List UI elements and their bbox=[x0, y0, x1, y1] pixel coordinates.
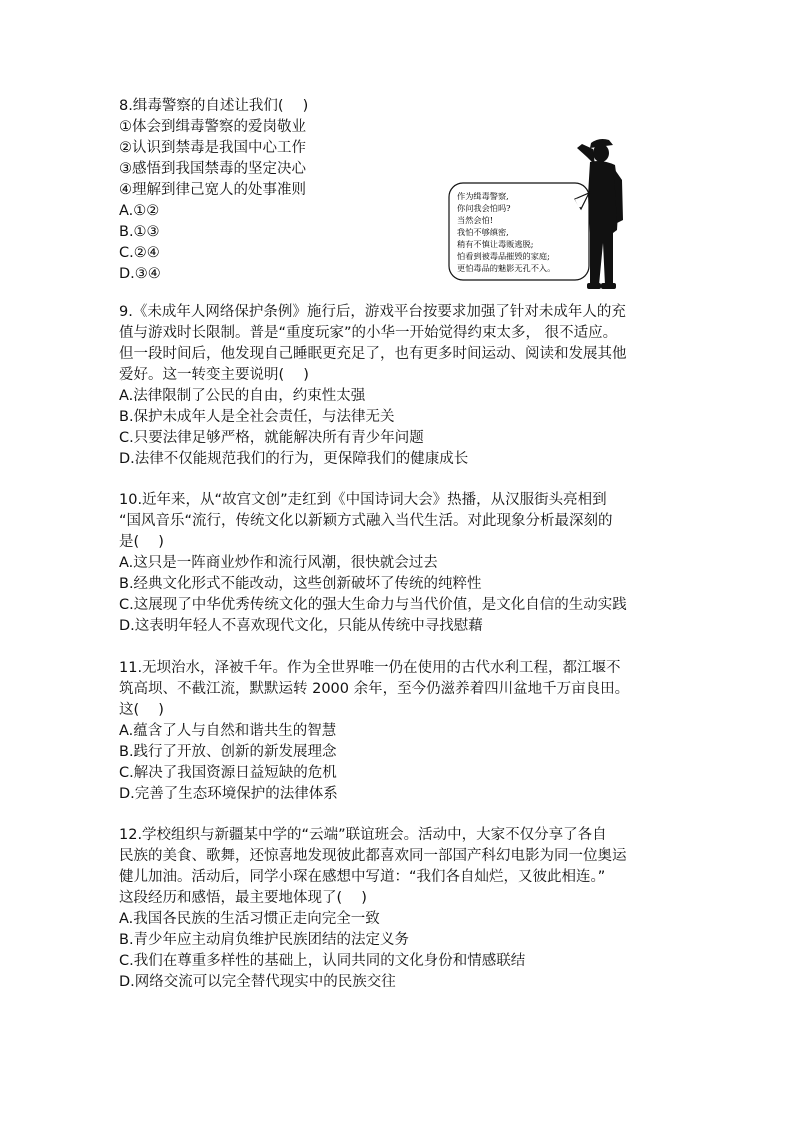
question-stem-line: 12.学校组织与新疆某中学的“云端”联谊班会。活动中，大家不仅分享了各自 bbox=[119, 827, 607, 843]
bubble-line-7: 更怕毒品的魅影无孔不入。 bbox=[457, 263, 556, 273]
option-d: D.法律不仅能规范我们的行为，更保障我们的健康成长 bbox=[119, 451, 469, 467]
option-b: B.保护未成年人是全社会责任，与法律无关 bbox=[119, 409, 395, 425]
option-c: C.只要法律足够严格，就能解决所有青少年问题 bbox=[119, 430, 424, 446]
question-stem-line: 9.《未成年人网络保护条例》施行后，游戏平台按要求加强了针对未成年人的充 bbox=[119, 304, 626, 320]
option-d: D.③④ bbox=[119, 266, 161, 282]
question-stem-line: 11.无坝治水，泽被千年。作为全世界唯一仍在使用的古代水利工程，都江堰不 bbox=[119, 660, 621, 676]
statement-1: ①体会到缉毒警察的爱岗敬业 bbox=[119, 119, 306, 135]
question-stem-line: 是( ) bbox=[119, 534, 164, 550]
option-d: D.这表明年轻人不喜欢现代文化，只能从传统中寻找慰藉 bbox=[119, 618, 483, 634]
question-12 bbox=[119, 825, 691, 993]
question-stem-line: 值与游戏时长限制。普是“重度玩家”的小华一开始觉得约束太多， 很不适应。 bbox=[119, 325, 618, 341]
question-stem-line: 这( ) bbox=[119, 702, 164, 718]
question-stem-line: 爱好。这一转变主要说明( ) bbox=[119, 367, 309, 383]
option-c: C.②④ bbox=[119, 245, 160, 261]
police-silhouette-image bbox=[447, 135, 627, 295]
option-b: B.经典文化形式不能改动，这些创新破坏了传统的纯粹性 bbox=[119, 576, 482, 592]
question-11 bbox=[119, 658, 691, 805]
bubble-line-5: 稍有不慎让毒贩逃脱; bbox=[457, 239, 534, 249]
option-a: A.我国各民族的生活习惯正走向完全一致 bbox=[119, 911, 380, 927]
bubble-line-2: 你问我会怕吗? bbox=[457, 203, 511, 213]
question-stem-line: 民族的美食、歌舞，还惊喜地发现彼此都喜欢同一部国产科幻电影为同一位奥运 bbox=[119, 848, 627, 864]
statement-2: ②认识到禁毒是我国中心工作 bbox=[119, 140, 306, 156]
question-8 bbox=[119, 96, 419, 285]
option-a: A.这只是一阵商业炒作和流行风潮，很快就会过去 bbox=[119, 555, 438, 571]
question-9 bbox=[119, 302, 691, 470]
bubble-line-4: 我怕不够缜密, bbox=[457, 227, 509, 237]
question-stem-line: 这段经历和感悟，最主要地体现了( ) bbox=[119, 890, 367, 906]
statement-3: ③感悟到我国禁毒的坚定决心 bbox=[119, 161, 306, 177]
anti-drug-police-illustration bbox=[447, 135, 627, 295]
option-a: A.蕴含了人与自然和谐共生的智慧 bbox=[119, 723, 337, 739]
option-b: B.践行了开放、创新的新发展理念 bbox=[119, 744, 337, 760]
bubble-line-6: 怕看到被毒品摧毁的家庭; bbox=[457, 251, 550, 261]
question-stem: 8.缉毒警察的自述让我们( ) bbox=[119, 98, 309, 114]
option-b: B.①③ bbox=[119, 224, 160, 240]
bubble-line-1: 作为缉毒警察, bbox=[457, 191, 509, 201]
question-stem-line: 健儿加油。活动后，同学小琛在感想中写道：“我们各自灿烂，又彼此相连。” bbox=[119, 869, 606, 885]
option-c: C.我们在尊重多样性的基础上，认同共同的文化身份和情感联结 bbox=[119, 953, 526, 969]
question-stem-line: “国风音乐“流行，传统文化以新颖方式融入当代生活。对此现象分析最深刻的 bbox=[119, 513, 613, 529]
question-stem-line: 筑高坝、不截江流，默默运转 2000 余年，至今仍滋养着四川盆地千万亩良田。 bbox=[119, 681, 630, 697]
option-a: A.法律限制了公民的自由，约束性太强 bbox=[119, 388, 366, 404]
statement-4: ④理解到律己宽人的处事准则 bbox=[119, 182, 306, 198]
option-d: D.完善了生态环境保护的法律体系 bbox=[119, 786, 338, 802]
option-c: C.这展现了中华优秀传统文化的强大生命力与当代价值，是文化自信的生动实践 bbox=[119, 597, 627, 613]
option-d: D.网络交流可以完全替代现实中的民族交往 bbox=[119, 974, 396, 990]
question-10 bbox=[119, 490, 691, 637]
option-c: C.解决了我国资源日益短缺的危机 bbox=[119, 765, 337, 781]
option-b: B.青少年应主动肩负维护民族团结的法定义务 bbox=[119, 932, 410, 948]
question-stem-line: 但一段时间后，他发现自己睡眠更充足了，也有更多时间运动、阅读和发展其他 bbox=[119, 346, 627, 362]
bubble-line-3: 当然会怕! bbox=[457, 215, 494, 225]
option-a: A.①② bbox=[119, 203, 160, 219]
question-stem-line: 10.近年来，从“故宫文创”走红到《中国诗词大会》热播，从汉服街头亮相到 bbox=[119, 492, 607, 508]
